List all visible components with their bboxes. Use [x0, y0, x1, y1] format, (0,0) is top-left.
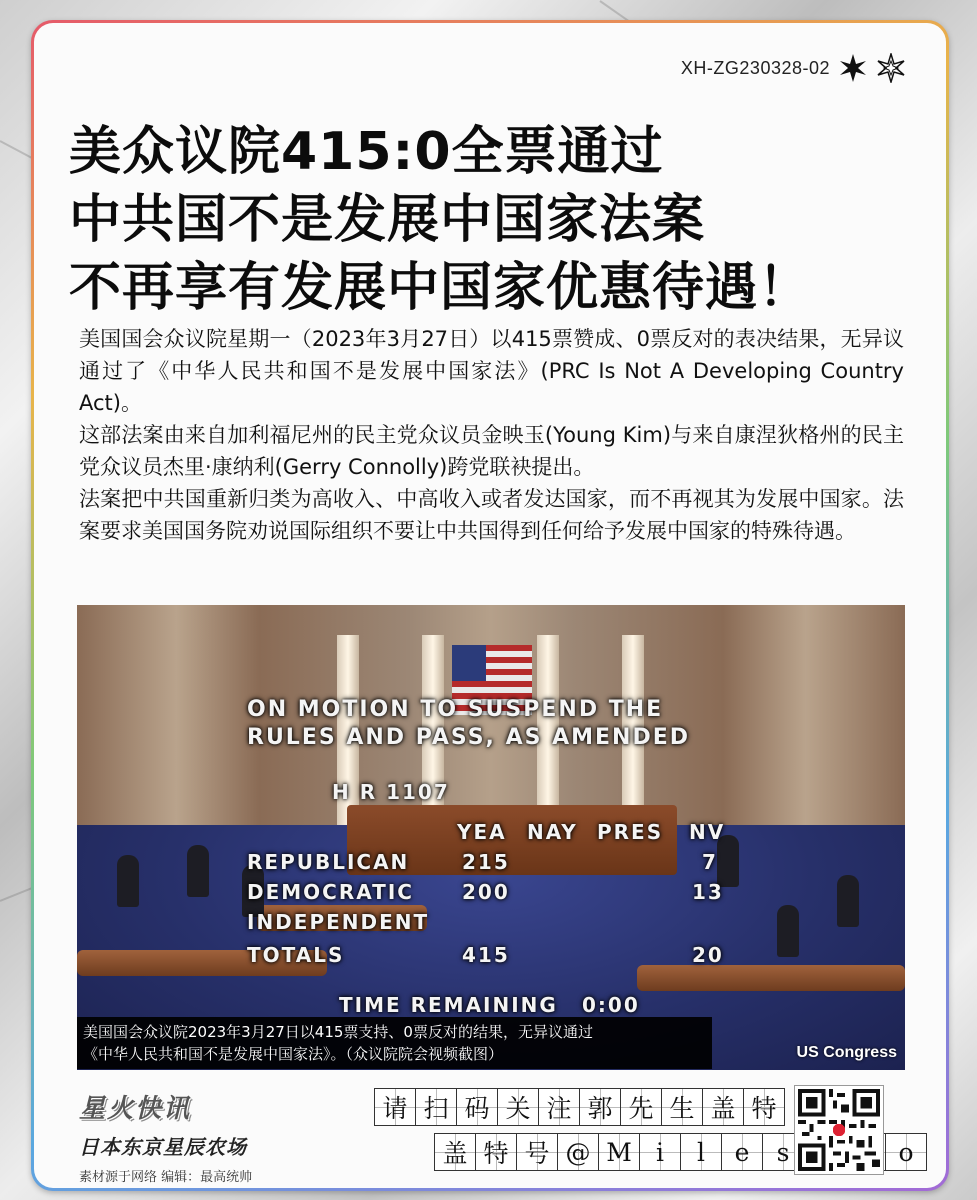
caption-line-2: 《中华人民共和国不是发展中国家法》。（众议院院会视频截图） [83, 1045, 504, 1063]
qr-code-icon[interactable] [794, 1085, 884, 1175]
caption-line-1: 美国国会众议院2023年3月27日以415票支持、0票反对的结果，无异议通过 [83, 1023, 593, 1041]
grid-char: o [885, 1133, 927, 1171]
paragraph-1: 美国国会众议院星期一（2023年3月27日）以415票赞成、0票反对的表决结果，无异议通过了《中华人民共和国不是发展中国家法》(PRC Is Not A Developing Country Act)。 [79, 327, 904, 415]
brand-block [79, 1088, 252, 1185]
house-vote-photo [77, 605, 905, 1070]
person [777, 905, 799, 957]
grid-char: 生 [661, 1088, 703, 1126]
farm-name: 日本东京星辰农场 [79, 1135, 247, 1159]
code-row [681, 53, 906, 83]
grid-char: 先 [620, 1088, 662, 1126]
article-body [79, 323, 904, 547]
grid-char: 注 [538, 1088, 580, 1126]
grid-char: 盖 [702, 1088, 744, 1126]
grid-char: s [762, 1133, 804, 1171]
headline-line-1: 美众议院415:0全票通过 [69, 122, 664, 182]
paragraph-3: 法案把中共国重新归类为高收入、中高收入或者发达国家，而不再视其为发展中国家。法案要求美国国务院劝说国际组织不要让中共国得到任何给予发展中国家的特殊待遇。 [79, 487, 904, 543]
row-nv: 13 [692, 880, 724, 904]
row-nv: 7 [702, 850, 718, 874]
time-remaining-label: TIME REMAINING [339, 993, 558, 1017]
grid-char: 扫 [415, 1088, 457, 1126]
motion-line-1: ON MOTION TO SUSPEND THE [247, 697, 664, 722]
row-party: TOTALS [247, 943, 345, 967]
grid-text-row-1 [374, 1088, 784, 1126]
headline-line-3: 不再享有发展中国家优惠待遇！ [69, 258, 812, 318]
person [117, 855, 139, 907]
header-pres: PRES [597, 820, 664, 844]
grid-char: @ [557, 1133, 599, 1171]
document-code: XH-ZG230328-02 [680, 57, 830, 78]
row-yea: 215 [462, 850, 510, 874]
grid-char: 特 [475, 1133, 517, 1171]
us-congress-watermark: US Congress [796, 1044, 897, 1061]
grid-char: e [721, 1133, 763, 1171]
header-yea: YEA [457, 820, 507, 844]
source-credit: 素材源于网络 编辑：最高统帅 [79, 1170, 253, 1185]
star-black-icon [838, 53, 868, 83]
time-remaining-value: 0:00 [582, 993, 640, 1017]
row-party: DEMOCRATIC [247, 880, 414, 904]
row-yea: 200 [462, 880, 510, 904]
headline-line-2: 中共国不是发展中国家法案 [69, 190, 706, 250]
paragraph-2: 这部法案由来自加利福尼州的民主党众议员金映玉(Young Kim)与来自康涅狄格州的民主党众议员杰里·康纳利(Gerry Connolly)跨党联袂提出。 [79, 423, 904, 479]
bill-number: H R 1107 [332, 780, 450, 804]
grid-char: 特 [743, 1088, 785, 1126]
row-party: INDEPENDENT [247, 910, 430, 934]
brand-logo: 星火快讯 [79, 1094, 192, 1124]
person [187, 845, 209, 897]
row-party: REPUBLICAN [247, 850, 410, 874]
grid-char: 码 [456, 1088, 498, 1126]
bench [637, 965, 905, 991]
header-nay: NAY [527, 820, 578, 844]
poster-card [31, 20, 949, 1191]
star-outline-icon [876, 53, 906, 83]
person [837, 875, 859, 927]
grid-char: 请 [374, 1088, 416, 1126]
row-yea: 415 [462, 943, 510, 967]
header-nv: NV [689, 820, 726, 844]
headline [69, 118, 919, 322]
grid-char: 号 [516, 1133, 558, 1171]
grid-char: i [639, 1133, 681, 1171]
photo-caption [77, 1017, 712, 1069]
grid-char: 郭 [579, 1088, 621, 1126]
row-nv: 20 [692, 943, 724, 967]
grid-char: l [680, 1133, 722, 1171]
grid-char: 盖 [434, 1133, 476, 1171]
motion-line-2: RULES AND PASS, AS AMENDED [247, 725, 691, 750]
grid-char: M [598, 1133, 640, 1171]
grid-char: 关 [497, 1088, 539, 1126]
